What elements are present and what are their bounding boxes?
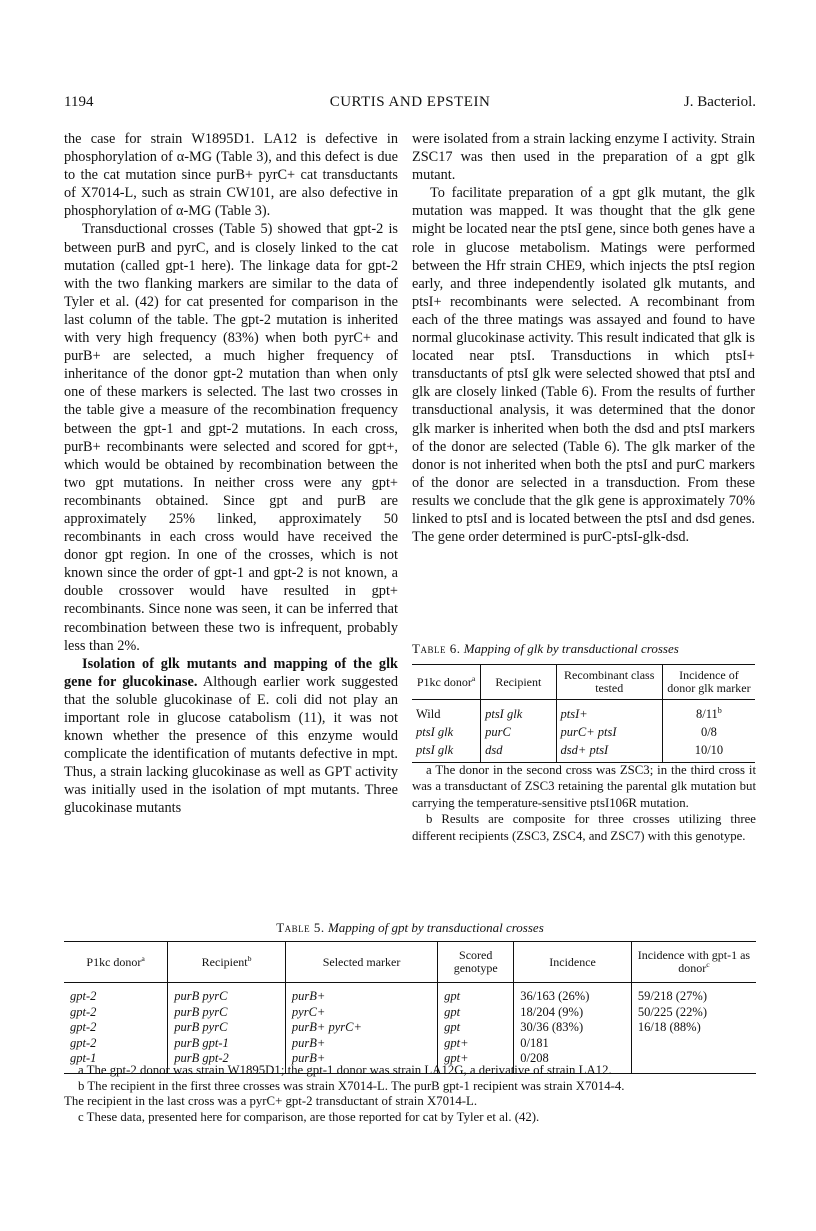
table5: [64, 941, 756, 1074]
table6-title: Mapping of glk by transductional crosses: [463, 641, 679, 656]
table-cell: 0/181: [514, 1036, 632, 1052]
table-row: [64, 1020, 756, 1036]
table-header-cell: Incidence with gpt-1 as donor$^c$: [631, 942, 756, 983]
table-cell: ptsI glk: [416, 725, 454, 739]
table-cell: dsd+ ptsI: [556, 741, 662, 763]
table5-label: Table 5.: [276, 920, 325, 935]
table-row: [412, 723, 755, 741]
table-cell: 8/11$^b$: [662, 700, 755, 724]
running-authors: CURTIS AND EPSTEIN: [329, 94, 491, 110]
footnote: a The gpt-2 donor was strain W1895D1; the gpt-1 donor was strain LA12G, a derivative of strain LA12.: [78, 1063, 612, 1077]
table6-footnotes: [412, 762, 756, 844]
table-cell: purB+ pyrC+: [285, 1020, 437, 1036]
body-text: Although earlier work suggested that the soluble glucokinase of E. coli did not play an important role in glucose catabolism (11), it was not known whether the presence of this enzyme would complicate the identification of mutants defective in mpt. Thus, a strain lacking glucokinase as well as GPT activity was initially used in the isolation of mpt mutants. Three glucokinase mutants: [64, 673, 398, 817]
table-cell: 18/204 (9%): [514, 1005, 632, 1021]
table-cell: purC+ ptsI: [556, 723, 662, 741]
table-cell: 50/225 (22%): [631, 1005, 756, 1021]
table5-footnotes: [64, 1063, 756, 1125]
table-cell: purB pyrC: [168, 1005, 286, 1021]
table-row: [412, 700, 755, 724]
table-header-cell: P1kc donor$^a$: [412, 665, 481, 700]
table-cell: ptsI glk: [412, 741, 481, 763]
table-cell: 0/208: [514, 1051, 632, 1073]
table5-caption: [64, 920, 756, 936]
table-header-cell: Scored genotype: [438, 942, 514, 983]
table-cell: purC: [481, 723, 556, 741]
footnote: b The recipient in the first three crosses was strain X7014-L. The purB gpt-1 recipient was strain X7014-4.: [78, 1078, 625, 1093]
body-paragraph: were isolated from a strain lacking enzyme I activity. Strain ZSC17 was then used in the preparation of a gpt glk mutant.: [412, 131, 755, 184]
running-header: [64, 94, 756, 114]
table6-label: Table 6.: [412, 641, 461, 656]
table-cell: purB pyrC: [168, 983, 286, 1005]
table-row: [64, 1036, 756, 1052]
table-cell: gpt: [438, 1005, 514, 1021]
table-header-cell: Selected marker: [285, 942, 437, 983]
table6: [412, 664, 755, 763]
table-header-cell: P1kc donor$^a$: [64, 942, 168, 983]
table-row: [64, 983, 756, 1005]
table-cell: 10/10: [662, 741, 755, 763]
table-header-cell: Incidence: [514, 942, 632, 983]
table-cell: [631, 1036, 756, 1052]
table-cell: dsd: [481, 741, 556, 763]
table-cell: purB+: [285, 1051, 437, 1073]
table-cell: gpt-2: [70, 989, 97, 1003]
body-paragraph: Transductional crosses (Table 5) showed that gpt-2 is between purB and pyrC, and is closely linked to the cat mutation (called gpt-1 here). The linkage data for gpt-2 with the two flanking markers are similar to the data of Tyler et al. (42) for cat presented for comparison in the last column of the table. The gpt-2 mutation is inherited with very high frequency (83%) when both pyrC+ and purB+ are selected, a much higher frequency of inheritance of the donor gpt-2 mutation than when only one of these markers is selected. The last two crosses in the table give a measure of the recombination frequency between the gpt-1 and gpt-2 mutations. In each cross, purB+ recombinants were selected and scored for gpt+, which would be obtained by recombination between the two gpt mutations. In neither cross were any gpt+ recombinants obtained. Since gpt and purB are approximately 25% linked, approximately 50 recombinants in each cross would have received the donor gpt region. In one of the crosses, which is not known since the order of gpt-1 and gpt-2 is not known, a double crossover would have resulted in gpt+ recombinants. Since none was seen, it can be inferred that recombination between these two is infrequent, probably less than 2%.: [64, 221, 398, 654]
table-cell: purB+: [285, 1036, 437, 1052]
table-cell: gpt-2: [70, 1035, 97, 1050]
table-cell: gpt-1: [64, 1051, 168, 1073]
table-row: [412, 741, 755, 763]
footnote: a The donor in the second cross was ZSC3; in the third cross it was a transductant of ZSC3 retaining the parental glk mutation but carrying the temperature-sensitive ptsI106R mutation.: [412, 763, 756, 810]
table-cell: 36/163 (26%): [514, 983, 632, 1005]
table-cell: gpt+: [438, 1036, 514, 1052]
table-cell: gpt-2: [70, 1020, 97, 1034]
table-header-cell: Recombinant class tested: [556, 665, 662, 700]
table-cell: gpt-2: [70, 1004, 97, 1019]
footnote: b Results are composite for three crosses utilizing three different recipients (ZSC3, ZSC4, and ZSC7) with this genotype.: [412, 812, 756, 843]
table-cell: purB gpt-1: [168, 1036, 286, 1052]
section-paragraph: [64, 655, 398, 818]
journal-name: J. Bacteriol.: [683, 94, 756, 110]
table-cell: 0/8: [662, 723, 755, 741]
table-cell: ptsI+: [556, 700, 662, 724]
body-paragraph: To facilitate preparation of a gpt glk mutant, the glk mutation was mapped. It was thought that the glk gene might be located near the ptsI gene, since both genes have a role in glucose metabolism. Matings were performed between the Hfr strain CHE9, which injects the ptsI region early, and three independently isolated glk mutants, and ptsI+ recombinants were selected. A recombinant from each of the three matings was assayed and found to have normal glucokinase activity. This result indicated that glk is located near ptsI. Transductions in which ptsI+ transductants of ptsI glk were selected showed that ptsI and glk are closely linked (Table 6). From the results of further transductional analysis, it was determined that the donor glk marker is inherited when both the dsd and ptsI markers of the donor are selected (Table 6). The glk marker of the donor is not inherited when both the ptsI and purC markers of the donor are selected in a transduction. From these results we conclude that the glk gene is approximately 70% linked to ptsI and is located between the ptsI and dsd genes. The gene order determined is purC-ptsI-glk-dsd.: [412, 185, 755, 546]
table-cell: 59/218 (27%): [631, 983, 756, 1005]
right-column: [412, 130, 755, 546]
table5-title: Mapping of gpt by transductional crosses: [327, 920, 544, 935]
table-cell: 30/36 (83%): [514, 1020, 632, 1036]
page-number: 1194: [64, 94, 94, 110]
body-paragraph: the case for strain W1895D1. LA12 is defective in phosphorylation of α-MG (Table 3), and this defect is due to the cat mutation since purB+ pyrC+ cat transductants of X7014-L, such as strain CW101, are also defective in phosphorylation of α-MG (Table 3).: [64, 131, 398, 220]
table-cell: pyrC+: [285, 1005, 437, 1021]
table-cell: Wild: [416, 707, 441, 721]
section-heading: Isolation of glk mutants and mapping of the glk gene for glucokinase.: [64, 655, 398, 690]
table-cell: purB gpt-2: [168, 1051, 286, 1073]
table-cell: purB+: [285, 983, 437, 1005]
table-cell: gpt+: [438, 1051, 514, 1073]
table-cell: purB pyrC: [168, 1020, 286, 1036]
footnote: The recipient in the last cross was a pyrC+ gpt-2 transductant of strain X7014-L.: [64, 1094, 478, 1108]
table-header-cell: Incidence of donor glk marker: [662, 665, 755, 700]
table-header-cell: Recipient: [481, 665, 556, 700]
table-cell: ptsI glk: [481, 700, 556, 724]
left-column: [64, 130, 398, 818]
table-cell: 16/18 (88%): [631, 1020, 756, 1036]
table-cell: gpt: [438, 983, 514, 1005]
table-row: [64, 1005, 756, 1021]
table-cell: gpt: [438, 1020, 514, 1036]
table-header-row: [64, 942, 756, 983]
footnote: c These data, presented here for comparison, are those reported for cat by Tyler et al. (42).: [78, 1109, 540, 1124]
table6-caption: [412, 641, 756, 657]
table-header-cell: Recipient$^b$: [168, 942, 286, 983]
table-header-row: [412, 665, 755, 700]
